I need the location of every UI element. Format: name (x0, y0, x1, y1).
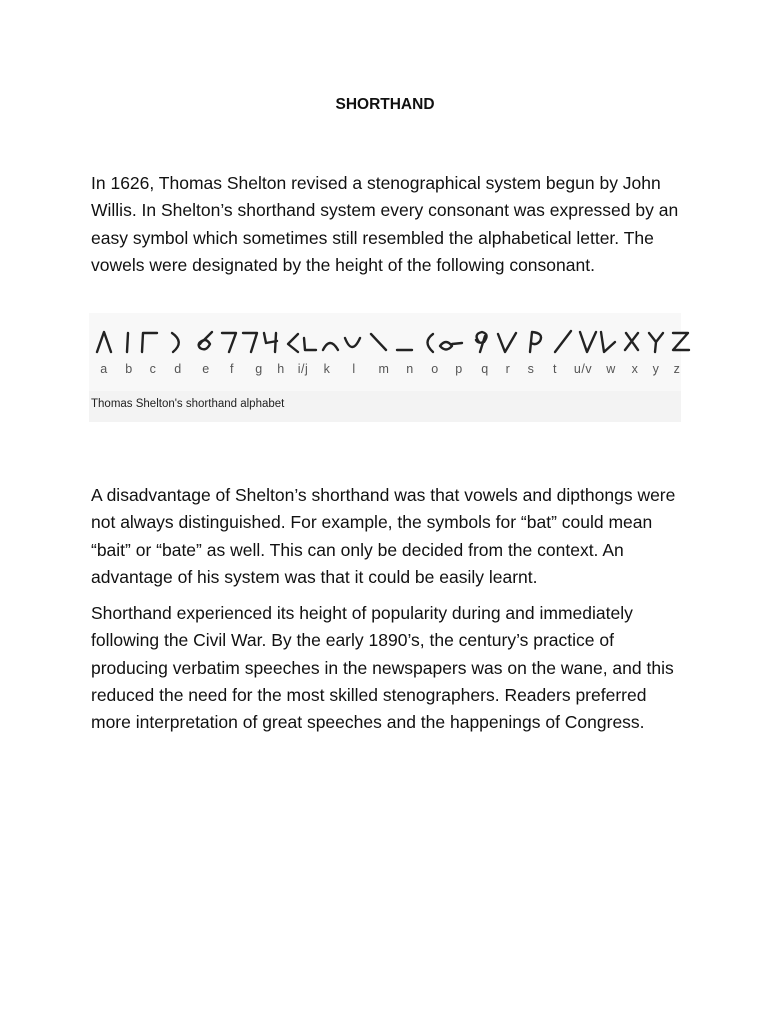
page-title: SHORTHAND (335, 96, 435, 113)
letter-label: q (481, 362, 489, 376)
glyph-l (304, 338, 316, 350)
glyph-s (476, 332, 487, 352)
glyph-t (498, 333, 516, 352)
letter-label: p (455, 362, 463, 376)
glyph-w (555, 331, 571, 352)
glyph-b (127, 333, 128, 352)
glyph-f (222, 333, 236, 352)
letter-label: i/j (297, 362, 309, 376)
letter-label: l (352, 362, 356, 376)
paragraph-disadvantage (91, 482, 691, 591)
letter-label: u/v (573, 362, 593, 376)
letter-label: m (378, 362, 390, 376)
letter-label: s (527, 362, 535, 376)
paragraph-text: A disadvantage of Shelton’s shorthand was that vowels and dipthongs were not always distinguished. For example, the symbols for “bat” could mean “bait” or “bate” as well. This can only be decided from the context. An advantage of his system was that it could be easily learnt. (91, 485, 676, 587)
glyph-g (243, 333, 257, 352)
glyph-m (323, 343, 338, 350)
glyph-y (601, 332, 615, 352)
glyph-z3 (673, 333, 689, 350)
paragraph-text: Shorthand experienced its height of popularity during and immediately following the Civil War. By the early 1890’s, the century’s practice of producing verbatim speeches in the newspapers was on the wane, and this reduced the need for the most skilled stenographers. Readers preferred more interpretation of great speeches and the happenings of Congress. (91, 603, 674, 733)
letter-label: e (202, 362, 210, 376)
glyph-z1 (625, 333, 638, 350)
glyph-c (142, 333, 157, 352)
letter-label: y (652, 362, 660, 376)
letter-label: n (406, 362, 414, 376)
glyph-d (172, 333, 179, 352)
glyph-k (288, 334, 298, 352)
glyph-a (97, 332, 111, 352)
letter-label: a (100, 362, 108, 376)
letter-label: d (174, 362, 182, 376)
letter-label: r (505, 362, 511, 376)
letter-label: h (277, 362, 285, 376)
letter-label: b (125, 362, 133, 376)
figure-caption: Thomas Shelton's shorthand alphabet (91, 398, 285, 410)
letter-label: o (431, 362, 439, 376)
letter-label: z (673, 362, 681, 376)
letter-label: t (553, 362, 557, 376)
letter-label: w (606, 362, 616, 376)
glyph-q (428, 334, 434, 352)
letter-label: c (149, 362, 157, 376)
letter-label: f (230, 362, 234, 376)
paragraph-popularity (91, 600, 691, 736)
glyph-x (580, 332, 596, 352)
glyph-z2 (649, 333, 663, 352)
letter-label: g (255, 362, 263, 376)
glyph-e (199, 332, 212, 349)
glyph-o (371, 334, 386, 350)
glyph-hij (264, 333, 277, 352)
shorthand-glyphs-image (0, 0, 770, 400)
glyph-r (440, 342, 462, 350)
letter-label: x (631, 362, 639, 376)
glyph-n (345, 338, 360, 347)
letter-label: k (323, 362, 331, 376)
paragraph-text: In 1626, Thomas Shelton revised a stenographical system begun by John Willis. In Shelton’s shorthand system every consonant was expressed by an easy symbol which sometimes still resembled the alphabetical letter. The vowels were designated by the height of the following consonant. (91, 173, 679, 275)
glyph-uv (530, 332, 541, 352)
